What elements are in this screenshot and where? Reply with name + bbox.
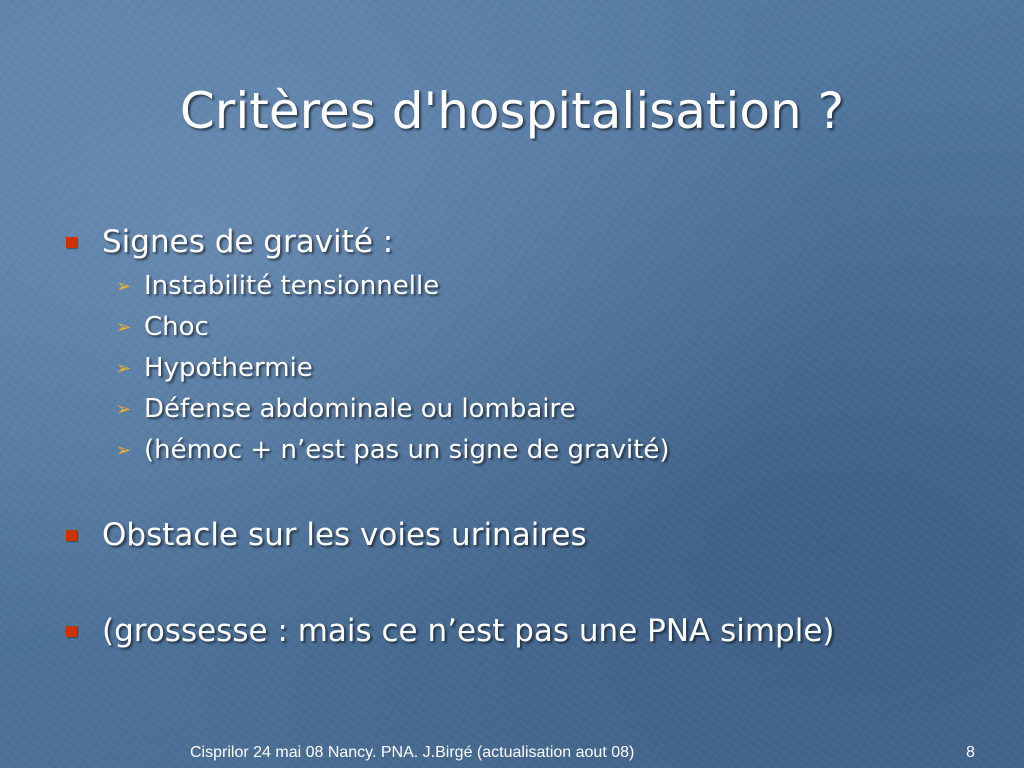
chevron-right-icon: ➢	[116, 276, 132, 297]
square-bullet-icon	[66, 626, 77, 637]
chevron-right-icon: ➢	[116, 317, 132, 338]
chevron-right-icon: ➢	[116, 440, 132, 461]
bullet-text: Signes de gravité :	[102, 224, 394, 260]
sub-bullet-text: Défense abdominale ou lombaire	[144, 394, 576, 424]
bullet-text: (grossesse : mais ce n’est pas une PNA simple)	[102, 613, 835, 649]
chevron-right-icon: ➢	[116, 358, 132, 379]
bullet-list	[60, 222, 1000, 651]
sub-bullet-text: (hémoc + n’est pas un signe de gravité)	[144, 435, 670, 465]
sub-bullet-text: Instabilité tensionnelle	[144, 271, 440, 301]
page-number: 8	[966, 744, 975, 761]
sub-bullet-text: Hypothermie	[144, 353, 313, 383]
square-bullet-icon	[66, 237, 77, 248]
sub-bullet-item	[60, 266, 1000, 307]
bullet-item-obstacle	[60, 515, 1000, 555]
bullet-item-gravity-signs	[60, 222, 1000, 262]
sub-bullet-item	[60, 307, 1000, 348]
bullet-item-pregnancy	[60, 611, 1000, 651]
sub-bullet-item	[60, 348, 1000, 389]
slide-title: Critères d'hospitalisation ?	[179, 82, 845, 140]
bullet-text: Obstacle sur les voies urinaires	[102, 517, 587, 553]
chevron-right-icon: ➢	[116, 399, 132, 420]
sub-bullet-list	[60, 266, 1000, 471]
sub-bullet-item	[60, 430, 1000, 471]
square-bullet-icon	[66, 530, 77, 541]
sub-bullet-item	[60, 389, 1000, 430]
sub-bullet-text: Choc	[144, 312, 209, 342]
footer-credit: Cisprilor 24 mai 08 Nancy. PNA. J.Birgé (actualisation aout 08)	[190, 744, 635, 761]
